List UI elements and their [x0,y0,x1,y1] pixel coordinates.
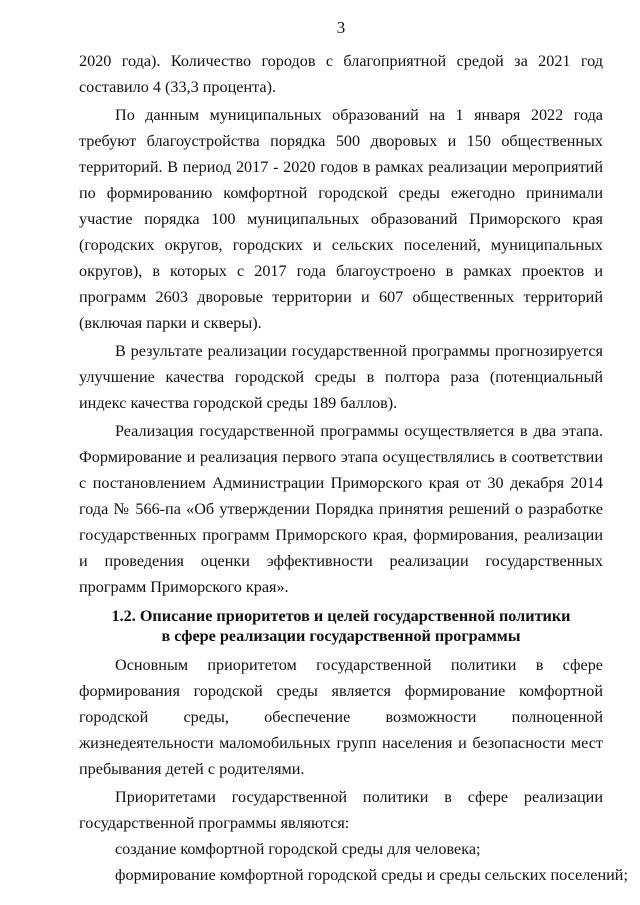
paragraph-territories: По данным муниципальных образований на 1 января 2022 года требуют благоустройства порядка 500 дворовых и 150 общественных территорий. В период 2017 - 2020 годов в рамках реализации мероприятий по формированию комфортной городской среды ежегодно принимали участие порядка 100 муниципальных образований Приморского края (городских округов, городских и сельских поселений, муниципальных округов), в которых с 2017 года благоустроено в рамках проектов и программ 2603 дворовые территории и 607 общественных территорий (включая парки и скверы). [79,106,603,332]
paragraph-priorities-intro: Приоритетами государственной политики в сфере реализации государственной программы являются: [79,788,603,832]
document-body [79,48,628,888]
section-heading-line-2: в сфере реализации государственной программы [161,627,521,645]
section-heading [79,606,603,646]
paragraph-main-priority: Основным приоритетом государственной политики в сфере формирования городской среды является формирование комфортной городской среды, обеспечение возможности полноценной жизнедеятельности маломобильных групп населения и безопасности мест пребывания детей с родителями. [79,656,603,778]
section-heading-line-1: 1.2. Описание приоритетов и целей государственной политики [111,607,571,625]
list-item: создание комфортной городской среды для человека; [115,840,481,858]
paragraph-continuation: 2020 года). Количество городов с благоприятной средой за 2021 год составило 4 (33,3 процента). [79,52,603,96]
page-number: 3 [336,18,346,37]
paragraph-stages: Реализация государственной программы осуществляется в два этапа. Формирование и реализация первого этапа осуществлялись в соответствии с постановлением Администрации Приморского края от 30 декабря 2014 года № 566-па «Об утверждении Порядка принятия решений о разработке государственных программ Приморского края, формирования, реализации и проведения оценки эффективности реализации государственных программ Приморского края». [79,422,603,596]
paragraph-forecast: В результате реализации государственной программы прогнозируется улучшение качества городской среды в полтора раза (потенциальный индекс качества городской среды 189 баллов). [79,342,603,412]
list-item: формирование комфортной городской среды и среды сельских поселений; [115,866,628,884]
